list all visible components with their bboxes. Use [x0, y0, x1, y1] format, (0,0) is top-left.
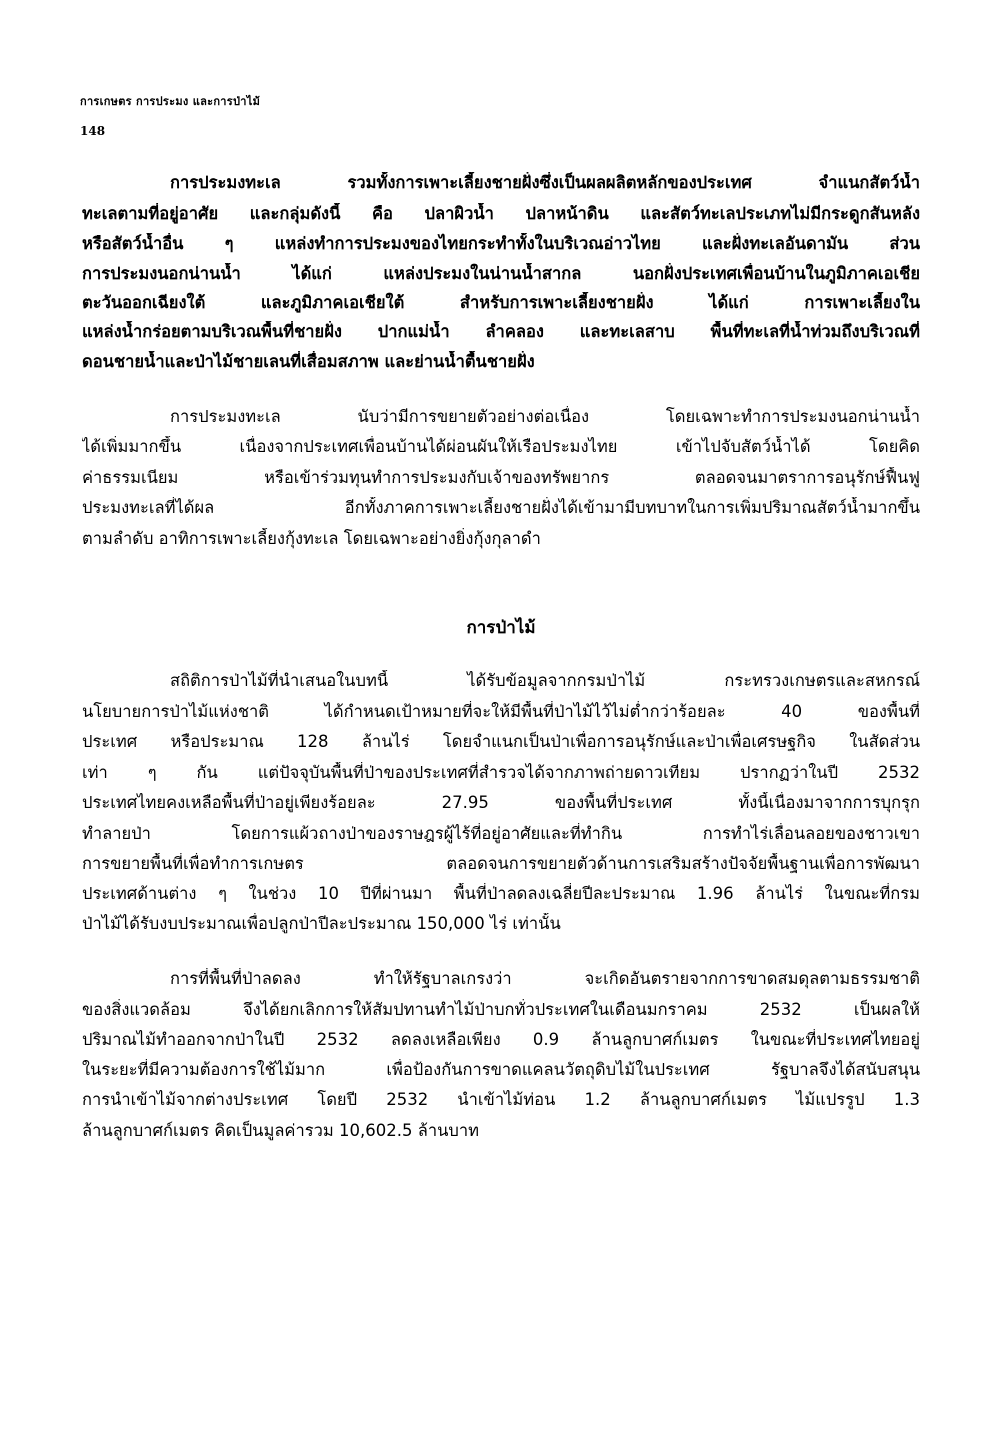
paragraph-line: การนำเข้าไม้จากต่างประเทศ โดยปี 2532 นำเข้าไม้ท่อน 1.2 ล้านลูกบาศก์เมตร ไม้แปรรูป 1.3 [82, 1090, 920, 1109]
section-heading: การป่าไม้ [466, 618, 536, 638]
page-number: 148 [80, 124, 106, 138]
paragraph-line: ตามลำดับ อาทิการเพาะเลี้ยงกุ้งทะเล โดยเฉพาะอย่างยิ่งกุ้งกุลาดำ [82, 529, 541, 548]
paragraph-line: ค่าธรรมเนียม หรือเข้าร่วมทุนทำการประมงกับเจ้าของทรัพยากร ตลอดจนมาตราการอนุรักษ์ฟื้นฟู [82, 468, 920, 487]
paragraph-line: ป่าไม้ได้รับงบประมาณเพื่อปลูกป่าปีละประมาณ 150,000 ไร่ เท่านั้น [82, 914, 561, 933]
paragraph-line: การประมงทะเล นับว่ามีการขยายตัวอย่างต่อเนื่อง โดยเฉพาะทำการประมงนอกน่านน้ำ [170, 407, 920, 426]
paragraph-line: ประมงทะเลที่ได้ผล อีกทั้งภาคการเพาะเลี้ยงชายฝั่งได้เข้ามามีบทบาทในการเพิ่มปริมาณสัตว์น้ำมากขึ้น [82, 498, 920, 517]
paragraph-line: ทะเลตามที่อยู่อาศัย และกลุ่มดังนี้ คือ ปลาผิวน้ำ ปลาหน้าดิน และสัตว์ทะเลประเภทไม่มีกระดูกสันหลัง [82, 204, 920, 223]
paragraph-line: การขยายพื้นที่เพื่อทำการเกษตร ตลอดจนการขยายตัวด้านการเสริมสร้างปัจจัยพื้นฐานเพื่อการพัฒนา [82, 854, 920, 873]
paragraph-line: การประมงนอกน่านน้ำ ได้แก่ แหล่งประมงในน่านน้ำสากล นอกฝั่งประเทศเพื่อนบ้านในภูมิภาคเอเชีย [82, 264, 920, 283]
paragraph-line: ตะวันออกเฉียงใต้ และภูมิภาคเอเชียใต้ สำหรับการเพาะเลี้ยงชายฝั่ง ได้แก่ การเพาะเลี้ยงใน [82, 293, 920, 312]
paragraph-line: ของสิ่งแวดล้อม จึงได้ยกเลิกการให้สัมปทานทำไม้ป่าบกทั่วประเทศในเดือนมกราคม 2532 เป็นผลให้ [82, 1000, 920, 1019]
running-header: การเกษตร การประมง และการป่าไม้ [80, 95, 261, 108]
paragraph-line: สถิติการป่าไม้ที่นำเสนอในบทนี้ ได้รับข้อมูลจากกรมป่าไม้ กระทรวงเกษตรและสหกรณ์ [170, 671, 920, 690]
paragraph-line: ดอนชายน้ำและป่าไม้ชายเลนที่เสื่อมสภาพ และย่านน้ำตื้นชายฝั่ง [82, 352, 535, 371]
paragraph-line: ล้านลูกบาศก์เมตร คิดเป็นมูลค่ารวม 10,602.5 ล้านบาท [82, 1121, 479, 1140]
lead-term: การประมงทะเล [170, 173, 281, 192]
paragraph-line: นโยบายการป่าไม้แห่งชาติ ได้กำหนดเป้าหมายที่จะให้มีพื้นที่ป่าไม้ไว้ไม่ต่ำกว่าร้อยละ 40 ของพื้นที่ [82, 702, 920, 721]
paragraph-line: แหล่งน้ำกร่อยตามบริเวณพื้นที่ชายฝั่ง ปากแม่น้ำ ลำคลอง และทะเลสาบ พื้นที่ทะเลที่น้ำท่วมถึงบริเวณที่ [82, 322, 920, 341]
paragraph-line: ทำลายป่า โดยการแผ้วถางป่าของราษฎรผู้ไร้ที่อยู่อาศัยและที่ทำกิน การทำไร่เลื่อนลอยของชาวเขา [82, 824, 920, 843]
paragraph-line: การที่พื้นที่ป่าลดลง ทำให้รัฐบาลเกรงว่า จะเกิดอันตรายจากการขาดสมดุลตามธรรมชาติ [170, 969, 920, 988]
paragraph-line [170, 172, 920, 194]
paragraph-line: เท่า ๆ กัน แต่ปัจจุบันพื้นที่ป่าของประเทศที่สำรวจได้จากภาพถ่ายดาวเทียม ปรากฏว่าในปี 2532 [82, 763, 920, 782]
line-text: รวมทั้งการเพาะเลี้ยงชายฝั่งซึ่งเป็นผลผลิตหลักของประเทศ จำแนกสัตว์น้ำ [280, 173, 920, 192]
paragraph-line: หรือสัตว์น้ำอื่น ๆ แหล่งทำการประมงของไทยกระทำทั้งในบริเวณอ่าวไทย และฝั่งทะเลอันดามัน ส่วน [82, 234, 920, 253]
paragraph-line: ได้เพิ่มมากขึ้น เนื่องจากประเทศเพื่อนบ้านได้ผ่อนผันให้เรือประมงไทย เข้าไปจับสัตว์น้ำได้ โดยคิด [82, 437, 920, 456]
paragraph-line: ประเทศไทยคงเหลือพื้นที่ป่าอยู่เพียงร้อยละ 27.95 ของพื้นที่ประเทศ ทั้งนี้เนื่องมาจากการบุกรุก [82, 793, 920, 812]
paragraph-line: ประเทศด้านต่าง ๆ ในช่วง 10 ปีที่ผ่านมา พื้นที่ป่าลดลงเฉลี่ยปีละประมาณ 1.96 ล้านไร่ ในขณะที่กรม [82, 884, 920, 903]
paragraph-line: ในระยะที่มีความต้องการใช้ไม้มาก เพื่อป้องกันการขาดแคลนวัตถุดิบไม้ในประเทศ รัฐบาลจึงได้สนับสนุน [82, 1060, 920, 1079]
paragraph-line: ปริมาณไม้ทำออกจากป่าในปี 2532 ลดลงเหลือเพียง 0.9 ล้านลูกบาศก์เมตร ในขณะที่ประเทศไทยอยู่ [82, 1030, 920, 1049]
paragraph-line: ประเทศ หรือประมาณ 128 ล้านไร่ โดยจำแนกเป็นป่าเพื่อการอนุรักษ์และป่าเพื่อเศรษฐกิจ ในสัดส่วน [82, 732, 920, 751]
